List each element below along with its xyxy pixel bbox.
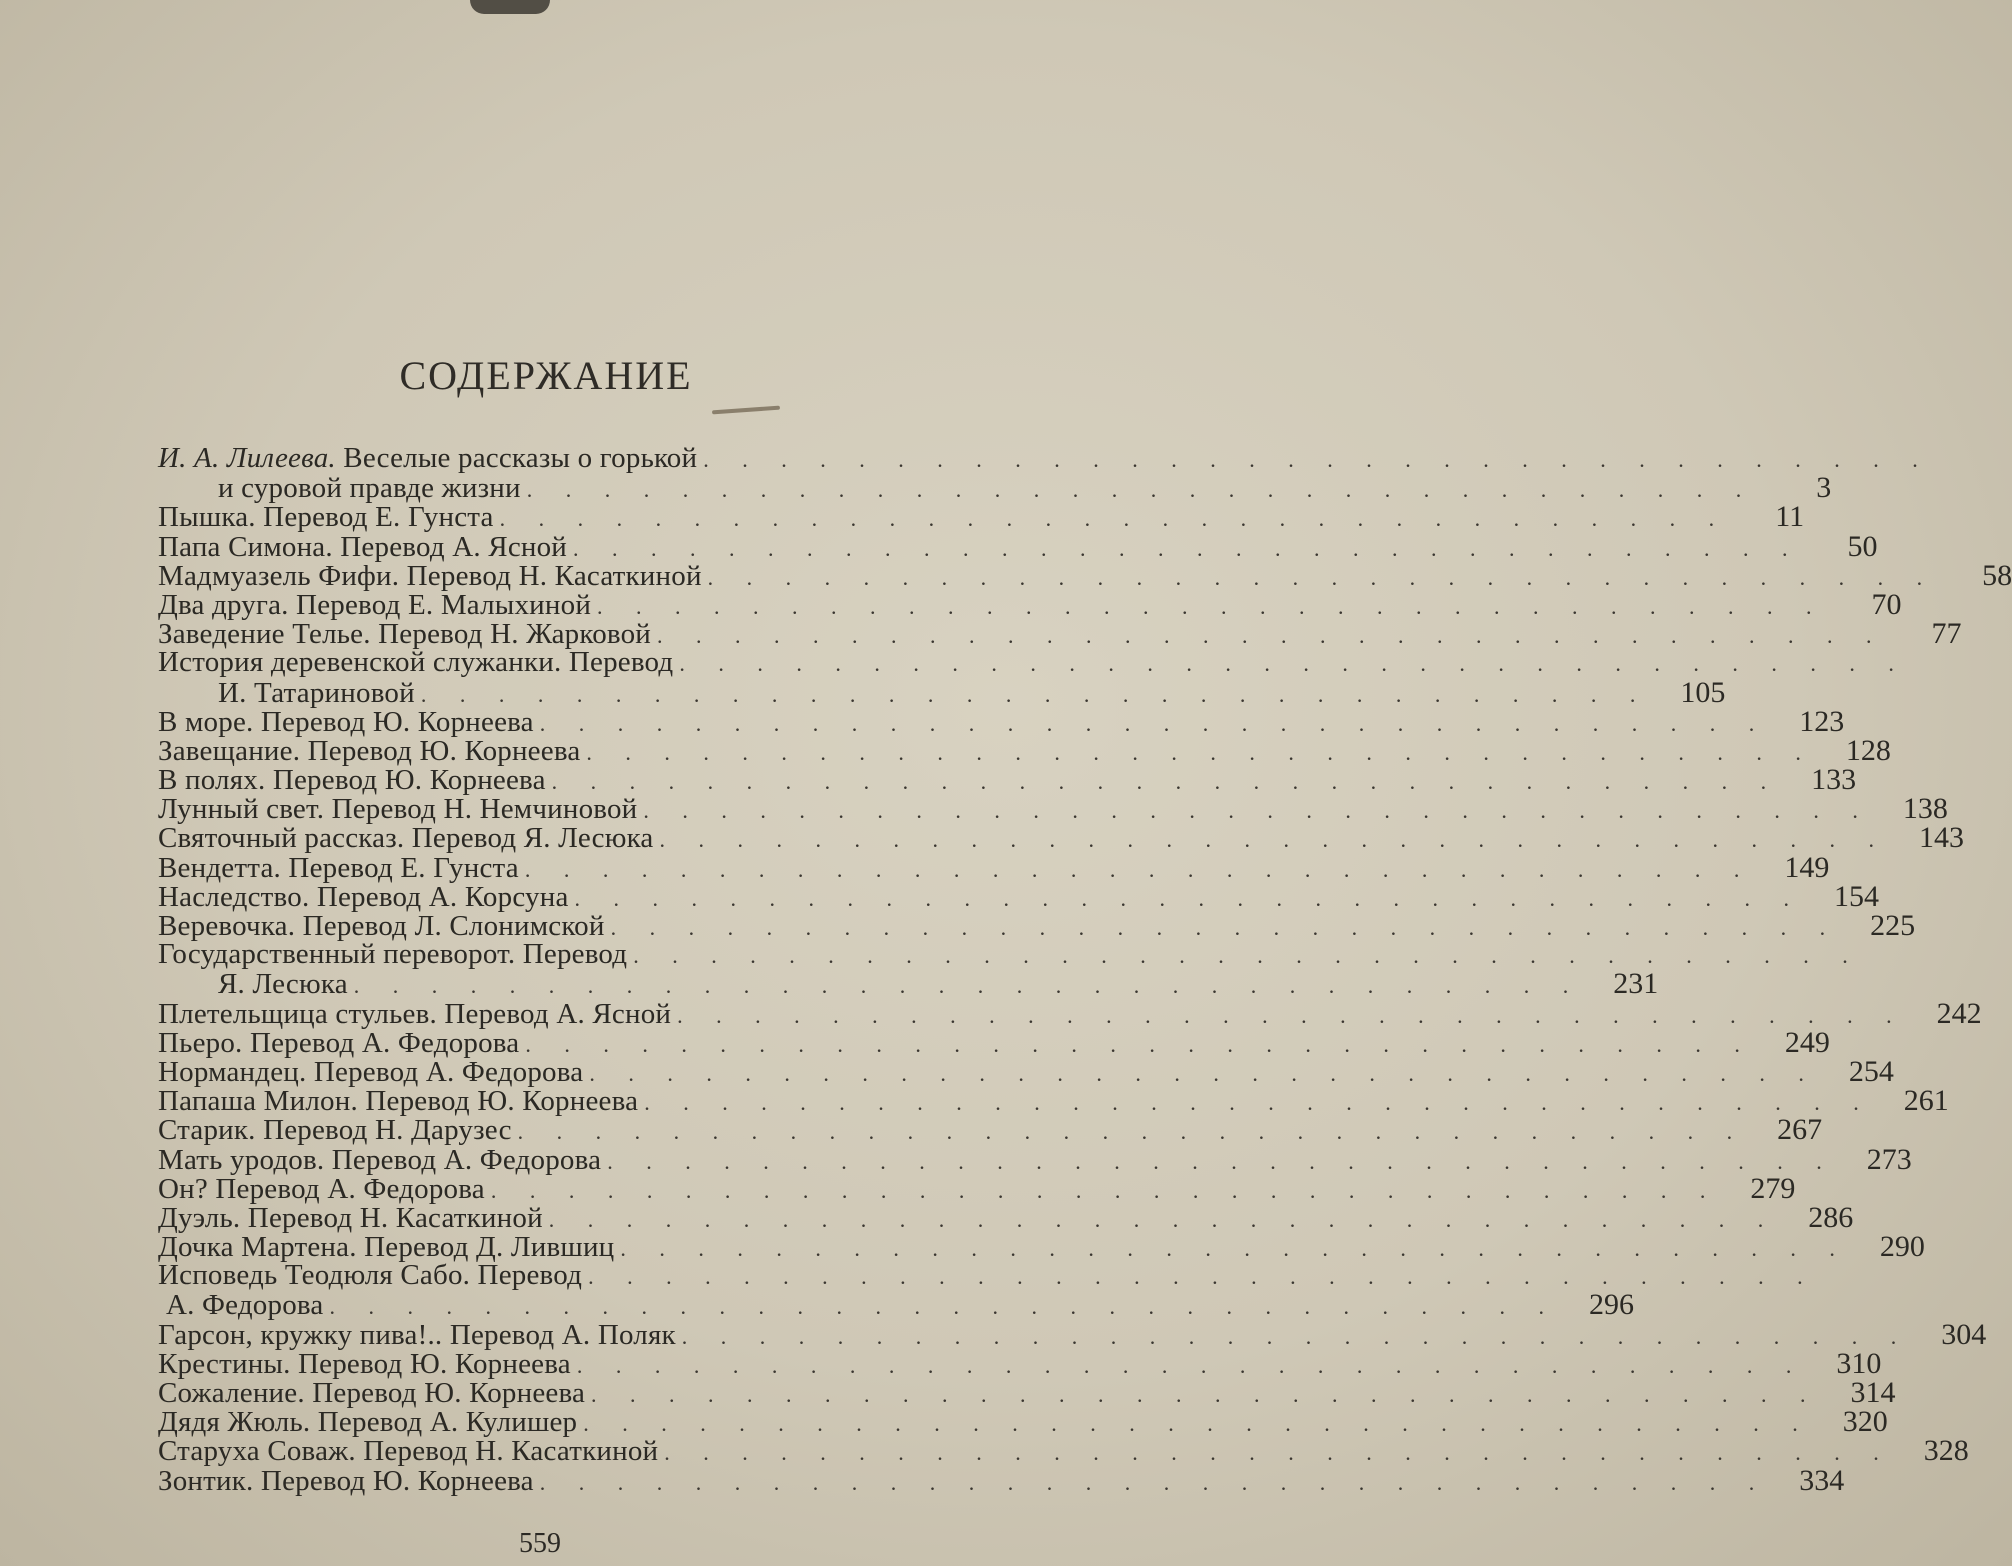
toc-entry-page: 314 [1850, 1376, 1896, 1409]
toc-leader-dots: . . . . . . . . . . . . . . . . . . . . . . . . . . . . . . . . [420, 681, 1650, 707]
toc-entry-title: Сожаление. Перевод Ю. Корнеева [158, 1377, 586, 1409]
toc-entry-title: Веревочка. Перевод Л. Слонимской [158, 910, 605, 942]
toc-entry-page: 58 [1982, 558, 2012, 592]
toc-entry-page: 225 [1870, 909, 1916, 942]
toc-entry-title: Заведение Телье. Перевод Н. Жарковой [158, 618, 652, 651]
toc-leader-dots: . . . . . . . . . . . . . . . . . . . . . . . . . . . . . . . . [703, 447, 1932, 472]
toc-leader-dots: . . . . . . . . . . . . . . . . . . . . . . . . . . . . . . . . [551, 769, 1781, 795]
table-of-contents [158, 442, 2012, 1497]
toc-entry-page: 267 [1777, 1113, 1823, 1147]
toc-entry-title: Лунный свет. Перевод Н. Немчиновой [158, 793, 638, 826]
toc-entry-page: 133 [1811, 763, 1857, 797]
toc-entry-author: И. А. Лилеева. [158, 442, 336, 474]
toc-leader-dots: . . . . . . . . . . . . . . . . . . . . . . . . . . . . . . . . [574, 885, 1804, 911]
toc-leader-dots: . . . . . . . . . . . . . . . . . . . . . . . . . . . . . . . . [539, 710, 1769, 736]
toc-entry-title: Дуэль. Перевод Н. Касаткиной [158, 1201, 543, 1234]
toc-entry [158, 1317, 1987, 1351]
toc-entry [158, 1142, 1912, 1176]
toc-entry-page: 143 [1919, 821, 1964, 855]
toc-entry [158, 558, 2012, 592]
toc-entry [158, 763, 1857, 797]
toc-entry [158, 500, 1805, 534]
toc-leader-dots: . . . . . . . . . . . . . . . . . . . . . . . . . . . . . . . . [586, 739, 1815, 765]
toc-entry [158, 1084, 1949, 1118]
toc-entry-page: 3 [1816, 471, 1832, 505]
toc-entry-page: 290 [1879, 1230, 1925, 1264]
toc-leader-dots: . . . . . . . . . . . . . . . . . . . . . . . . . . . . . . . . [548, 1206, 1778, 1232]
toc-entry-page: 11 [1775, 500, 1805, 534]
toc-entry [158, 646, 1908, 679]
toc-entry-page: 242 [1936, 996, 1982, 1030]
toc-entry [158, 1171, 1796, 1205]
toc-entry-page: 310 [1836, 1346, 1882, 1380]
toc-entry-title: В море. Перевод Ю. Корнеева [158, 705, 534, 738]
toc-leader-dots: . . . . . . . . . . . . . . . . . . . . . . . . . . . . . . . . [677, 1002, 1906, 1028]
toc-entry-title: и суровой правде жизни [218, 472, 521, 505]
toc-leader-dots: . . . . . . . . . . . . . . . . . . . . . . . . . . . . . . . . [517, 1119, 1747, 1145]
toc-entry [158, 1288, 1634, 1322]
toc-entry [158, 1405, 1888, 1439]
toc-leader-dots: . . . . . . . . . . . . . . . . . . . . . . . . . . . . . . . . [583, 1411, 1812, 1437]
toc-entry-page: 254 [1848, 1054, 1894, 1088]
toc-entry [158, 1025, 1830, 1059]
toc-leader-dots: . . . . . . . . . . . . . . . . . . . . . . . . . . . . . . . . [589, 1060, 1818, 1086]
toc-entry-title-text: Веселые рассказы о горькой [335, 442, 698, 474]
toc-entry-page: 334 [1799, 1463, 1845, 1497]
toc-entry [158, 1434, 1969, 1468]
toc-entry-page: 123 [1799, 704, 1845, 738]
toc-leader-dots: . . . . . . . . . . . . . . . . . . . . . . . . . . . . . . . . [526, 477, 1756, 503]
toc-entry-page: 128 [1845, 733, 1891, 767]
toc-entry-title: В полях. Перевод Ю. Корнеева [158, 764, 546, 797]
toc-entry [158, 617, 1962, 651]
toc-leader-dots: . . . . . . . . . . . . . . . . . . . . . . . . . . . . . . . . [573, 535, 1802, 561]
toc-leader-dots: . . . . . . . . . . . . . . . . . . . . . . . . . . . . . . . . [620, 1236, 1849, 1262]
toc-entry [158, 909, 1916, 942]
toc-entry-title: А. Федорова [166, 1289, 324, 1322]
toc-leader-dots: . . . . . . . . . . . . . . . . . . . . . . . . . . . . . . . . [607, 1148, 1836, 1174]
toc-entry-page: 286 [1808, 1200, 1854, 1234]
toc-entry-title: И. Татариновой [218, 676, 415, 709]
toc-entry [158, 938, 1862, 971]
toc-leader-dots: . . . . . . . . . . . . . . . . . . . . . . . . . . . . . . . . [597, 593, 1826, 619]
toc-entry-page: 70 [1871, 587, 1902, 621]
toc-entry-title: Дядя Жюль. Перевод А. Кулишер [158, 1406, 578, 1439]
toc-entry-page: 273 [1866, 1142, 1912, 1176]
toc-entry [158, 587, 1902, 621]
toc-leader-dots: . . . . . . . . . . . . . . . . . . . . . . . . . . . . . . . . [664, 1440, 1893, 1466]
toc-entry [158, 1376, 1896, 1409]
toc-leader-dots: . . . . . . . . . . . . . . . . . . . . . . . . . . . . . . . . [490, 1177, 1720, 1203]
toc-leader-dots: . . . . . . . . . . . . . . . . . . . . . . . . . . . . . . . . [681, 1323, 1911, 1349]
toc-leader-dots: . . . . . . . . . . . . . . . . . . . . . . . . . . . . . . . . [499, 506, 1729, 532]
toc-entry [158, 1200, 1854, 1234]
toc-entry-title: Плетельщица стульев. Перевод А. Ясной [158, 997, 672, 1030]
toc-entry-page: 296 [1588, 1288, 1634, 1322]
toc-leader-dots: . . . . . . . . . . . . . . . . . . . . . . . . . . . . . . . . [657, 623, 1886, 649]
toc-entry [158, 442, 1932, 474]
toc-entry-page: 105 [1680, 675, 1726, 709]
page-number: 559 [519, 1528, 561, 1559]
toc-entry [158, 967, 1659, 1001]
toc-entry-title: Нормандец. Перевод А. Федорова [158, 1055, 584, 1088]
toc-entry [158, 1259, 1817, 1292]
toc-entry-page: 249 [1784, 1025, 1830, 1059]
toc-entry-page: 231 [1613, 967, 1659, 1001]
toc-leader-dots: . . . . . . . . . . . . . . . . . . . . . . . . . . . . . . . . [329, 1294, 1558, 1320]
toc-entry [158, 792, 1948, 826]
toc-entry-title: Пышка. Перевод Е. Гунста [158, 501, 494, 534]
toc-leader-dots: . . . . . . . . . . . . . . . . . . . . . . . . . . . . . . . . [539, 1469, 1769, 1495]
toc-entry [158, 704, 1845, 738]
toc-leader-dots: . . . . . . . . . . . . . . . . . . . . . . . . . . . . . . . . [353, 973, 1583, 999]
toc-entry-page: 279 [1750, 1171, 1796, 1205]
toc-entry-page: 154 [1834, 879, 1880, 913]
toc-entry-title [158, 444, 697, 473]
toc-entry-title: История деревенской служанки. Перевод [158, 646, 674, 679]
toc-entry-page: 77 [1931, 617, 1962, 651]
toc-entry [158, 1054, 1894, 1088]
toc-entry-page: 320 [1842, 1405, 1888, 1439]
toc-entry [158, 1346, 1882, 1380]
ink-stain [712, 406, 780, 415]
toc-entry [158, 996, 1982, 1030]
toc-entry-page: 138 [1902, 792, 1948, 826]
toc-leader-dots: . . . . . . . . . . . . . . . . . . . . . . . . . . . . . . . . [633, 943, 1862, 969]
toc-entry-page: 149 [1784, 850, 1830, 884]
toc-entry-title: Завещание. Перевод Ю. Корнеева [158, 734, 581, 767]
toc-entry-title: Исповедь Теодюля Сабо. Перевод [158, 1259, 583, 1292]
toc-entry [158, 529, 1878, 563]
toc-entry [158, 1463, 1845, 1497]
toc-leader-dots: . . . . . . . . . . . . . . . . . . . . . . . . . . . . . . . . [610, 915, 1840, 940]
toc-entry-title: Мать уродов. Перевод А. Федорова [158, 1143, 602, 1176]
toc-leader-dots: . . . . . . . . . . . . . . . . . . . . . . . . . . . . . . . . [659, 827, 1888, 853]
toc-entry [158, 879, 1880, 913]
contents-heading: СОДЕРЖАНИЕ [399, 353, 693, 398]
toc-entry-title: Старуха Соваж. Перевод Н. Касаткиной [158, 1435, 659, 1468]
toc-leader-dots: . . . . . . . . . . . . . . . . . . . . . . . . . . . . . . . . [643, 798, 1872, 824]
toc-entry-title: Папаша Милон. Перевод Ю. Корнеева [158, 1085, 639, 1118]
toc-entry-title: Два друга. Перевод Е. Малыхиной [158, 588, 592, 621]
toc-entry-title: Наследство. Перевод А. Корсуна [158, 880, 569, 913]
toc-leader-dots: . . . . . . . . . . . . . . . . . . . . . . . . . . . . . . . . [591, 1382, 1820, 1407]
toc-entry-title: Папа Симона. Перевод А. Ясной [158, 530, 568, 563]
toc-entry-title: Я. Лесюка [218, 968, 348, 1001]
toc-entry-title: Крестины. Перевод Ю. Корнеева [158, 1347, 571, 1380]
toc-entry-title: Святочный рассказ. Перевод Я. Лесюка [158, 822, 654, 855]
toc-entry-title: Вендетта. Перевод Е. Гунста [158, 851, 519, 884]
toc-entry-title: Он? Перевод А. Федорова [158, 1172, 485, 1205]
toc-leader-dots: . . . . . . . . . . . . . . . . . . . . . . . . . . . . . . . . [524, 856, 1754, 882]
toc-entry [158, 733, 1891, 767]
toc-entry [158, 1113, 1823, 1147]
toc-entry [158, 675, 1726, 709]
toc-leader-dots: . . . . . . . . . . . . . . . . . . . . . . . . . . . . . . . . [525, 1031, 1754, 1057]
toc-leader-dots: . . . . . . . . . . . . . . . . . . . . . . . . . . . . . . . . [707, 564, 1937, 590]
toc-entry-title: Зонтик. Перевод Ю. Корнеева [158, 1464, 534, 1497]
toc-leader-dots: . . . . . . . . . . . . . . . . . . . . . . . . . . . . . . . . [644, 1090, 1873, 1116]
toc-entry-title: Мадмуазель Фифи. Перевод Н. Касаткиной [158, 559, 702, 592]
ornament-mark [470, 0, 550, 14]
toc-leader-dots: . . . . . . . . . . . . . . . . . . . . . . . . . . . . . . . . [679, 651, 1908, 677]
toc-entry-title: Гарсон, кружку пива!.. Перевод А. Поляк [158, 1318, 676, 1351]
toc-entry-title: Дочка Мартена. Перевод Д. Лившиц [158, 1231, 615, 1264]
toc-entry-page: 50 [1847, 529, 1878, 563]
toc-entry-title: Государственный переворот. Перевод [158, 938, 628, 971]
toc-entry [158, 1230, 1925, 1264]
toc-entry [158, 850, 1830, 884]
toc-entry-title: Пьеро. Перевод А. Федорова [158, 1026, 520, 1059]
toc-leader-dots: . . . . . . . . . . . . . . . . . . . . . . . . . . . . . . . . [588, 1264, 1817, 1290]
toc-entry-page: 261 [1903, 1084, 1949, 1118]
toc-entry [158, 471, 1832, 505]
toc-entry-page: 304 [1941, 1317, 1987, 1351]
toc-entry [158, 821, 1964, 855]
toc-entry-title: Старик. Перевод Н. Дарузес [158, 1114, 512, 1147]
toc-entry-page: 328 [1923, 1434, 1969, 1468]
toc-leader-dots: . . . . . . . . . . . . . . . . . . . . . . . . . . . . . . . . [576, 1352, 1806, 1378]
